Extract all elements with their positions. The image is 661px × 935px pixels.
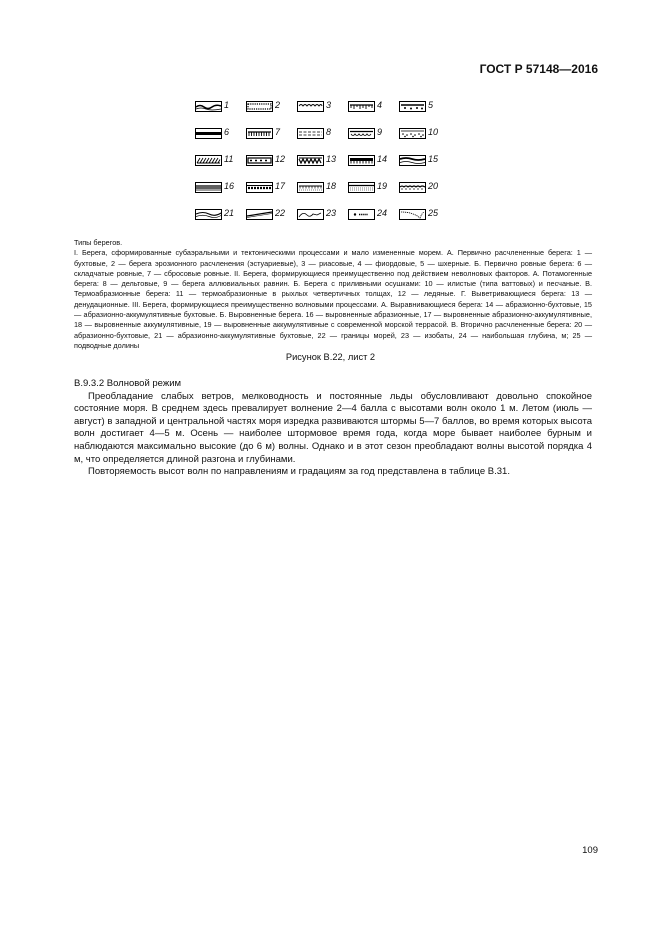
- ice-coast-symbol-icon: [246, 155, 273, 166]
- legend-item: [246, 182, 296, 196]
- abrasion-accumulation-bay-coast-symbol-icon: [399, 155, 426, 166]
- legend-item: [297, 155, 347, 169]
- legend-item: [399, 209, 449, 223]
- legend-number: 11: [224, 154, 234, 164]
- legend-item: [246, 101, 296, 115]
- alluvial-plain-coast-symbol-icon: [348, 128, 375, 139]
- legend-number: 10: [428, 127, 439, 137]
- aligned-abrasion-accumulation-coast-symbol-icon: [246, 182, 273, 193]
- legend-number: 4: [377, 100, 383, 110]
- section-body: [74, 378, 592, 479]
- legend-number: 1: [224, 100, 230, 110]
- legend-item: [246, 209, 296, 223]
- rias-coast-symbol-icon: [297, 101, 324, 112]
- fjord-coast-symbol-icon: [348, 101, 375, 112]
- tidal-flat-coast-symbol-icon: [399, 128, 426, 139]
- thermoabrasion-loose-coast-symbol-icon: [195, 155, 222, 166]
- abrasion-accumulation-bay-secondary-coast-symbol-icon: [195, 209, 222, 220]
- legend-item: [195, 155, 245, 169]
- legend-item: [195, 182, 245, 196]
- buhtovye-coast-symbol-icon: [195, 101, 222, 112]
- fold-even-coast-symbol-icon: [195, 128, 222, 139]
- legend-item: [399, 128, 449, 142]
- legend-item: [297, 182, 347, 196]
- abrasion-bay-coast-symbol-icon: [348, 155, 375, 166]
- aligned-accumulation-coast-symbol-icon: [297, 182, 324, 193]
- caption-body: I. Берега, сформированные субаэральными и тектоническими процессами и мало измененные морем. А. Первично расчлененные берега: 1 — бухтовые, 2 — берега эрозионного расчленения (эстуариевые), 3 — риасовые, 4 — фиордовые, 5 — шхерные. Б. Первично ровные берега: 6 — складчатые ровные, 7 — сбросовые ровные. II. Берега, формирующиеся преимущественно под действием неволновых факторов. А. Потамогенные берега: 8 — дельтовые, 9 — берега аллювиальных равнин. Б. Берега с приливными осушками: 10 — илистые (типа ваттовых) и песчаные. В. Термоабразионные берега: 11 — термоабразионные в рыхлых четвертичных толщах, 12 — ледяные. Г. Выветривающиеся берега: 13 — денудационные. III. Берега, формирующиеся преимущественно волновыми процессами. А. Выравнивающиеся берега: 14 — абразионно-бухтовые, 15 — абразионно-аккумулятивные бухтовые. Б. Выровненные берега. 16 — выровненные абразионные, 17 — выровненные абразионно-аккумулятивные, 18 — выровненные аккумулятивные, 19 — выровненные аккумулятивные с современной морской террасой. В. Вторично расчлененные берега: 20 — абразионно-бухтовые, 21 — абразионно-аккумулятивные бухтовые, 22 — границы морей, 23 — изобаты, 24 — наибольшая глубина, м; 25 — подводные долины: [74, 248, 592, 350]
- legend-item: [399, 182, 449, 196]
- legend-number: 3: [326, 100, 332, 110]
- caption-title: Типы берегов.: [74, 238, 123, 247]
- delta-coast-symbol-icon: [297, 128, 324, 139]
- denudation-coast-symbol-icon: [297, 155, 324, 166]
- legend-item: [246, 155, 296, 169]
- legend-item: [348, 128, 398, 142]
- legend-item: [348, 182, 398, 196]
- legend-item: [297, 101, 347, 115]
- legend-number: 23: [326, 208, 337, 218]
- page-number: 109: [582, 845, 598, 856]
- legend-number: 5: [428, 100, 434, 110]
- isobath-symbol-icon: [297, 209, 324, 220]
- legend-number: 7: [275, 127, 281, 137]
- legend-number: 9: [377, 127, 383, 137]
- boundary-line-symbol-icon: [246, 209, 273, 220]
- legend-item: [195, 209, 245, 223]
- paragraph: Преобладание слабых ветров, мелководность и постоянные льды обусловливают довольно спокойное состояние моря. В среднем здесь превалирует волнение 2—4 балла с высотами волн около 1 м. Летом (июль — август) в западной и центральной частях моря изредка развиваются штормы 5—7 баллов, во время которых высота волн достигает 4—5 м. Осень — наиболее штормовое время года, когда море бывает наиболее бурным и наблюдаются максимально высокие (до 6 м) волны. Однако и в этот сезон преобладают волны высотой порядка 4 м, что определяется длиной разгона и глубинами.: [74, 390, 592, 465]
- paragraph: Повторяемость высот волн по направлениям и градациям за год представлена в таблице В.31.: [88, 466, 510, 478]
- skerry-coast-symbol-icon: [399, 101, 426, 112]
- legend-number: 2: [275, 100, 281, 110]
- legend-number: 19: [377, 181, 388, 191]
- legend-number: 25: [428, 208, 439, 218]
- legend-number: 21: [224, 208, 235, 218]
- legend-number: 12: [275, 154, 286, 164]
- legend-number: 6: [224, 127, 230, 137]
- legend-item: [399, 155, 449, 169]
- section-heading: В.9.3.2 Волновой режим: [74, 378, 182, 389]
- legend-number: 14: [377, 154, 388, 164]
- aligned-abrasion-coast-symbol-icon: [195, 182, 222, 193]
- legend-number: 18: [326, 181, 337, 191]
- accumulation-terrace-coast-symbol-icon: [348, 182, 375, 193]
- figure-title: Рисунок В.22, лист 2: [285, 352, 376, 362]
- legend-number: 20: [428, 181, 439, 191]
- legend-number: 8: [326, 127, 332, 137]
- legend-item: [348, 101, 398, 115]
- legend-number: 16: [224, 181, 235, 191]
- legend-number: 15: [428, 154, 439, 164]
- legend-number: 22: [275, 208, 286, 218]
- abrasion-bay-secondary-coast-symbol-icon: [399, 182, 426, 193]
- max-depth-symbol-icon: [348, 209, 375, 220]
- legend-number: 24: [377, 208, 388, 218]
- fault-even-coast-symbol-icon: [246, 128, 273, 139]
- legend-item: [297, 209, 347, 223]
- underwater-valley-symbol-icon: [399, 209, 426, 220]
- legend-item: [195, 128, 245, 142]
- legend-item: [195, 101, 245, 115]
- legend-item: [297, 128, 347, 142]
- estuarine-coast-symbol-icon: [246, 101, 273, 112]
- legend-item: [246, 128, 296, 142]
- document-code: ГОСТ Р 57148—2016: [479, 62, 598, 76]
- legend-item: [399, 101, 449, 115]
- legend-number: 17: [275, 181, 286, 191]
- legend-item: [348, 209, 398, 223]
- legend-item: [348, 155, 398, 169]
- figure-caption: [74, 238, 592, 351]
- legend-number: 13: [326, 154, 337, 164]
